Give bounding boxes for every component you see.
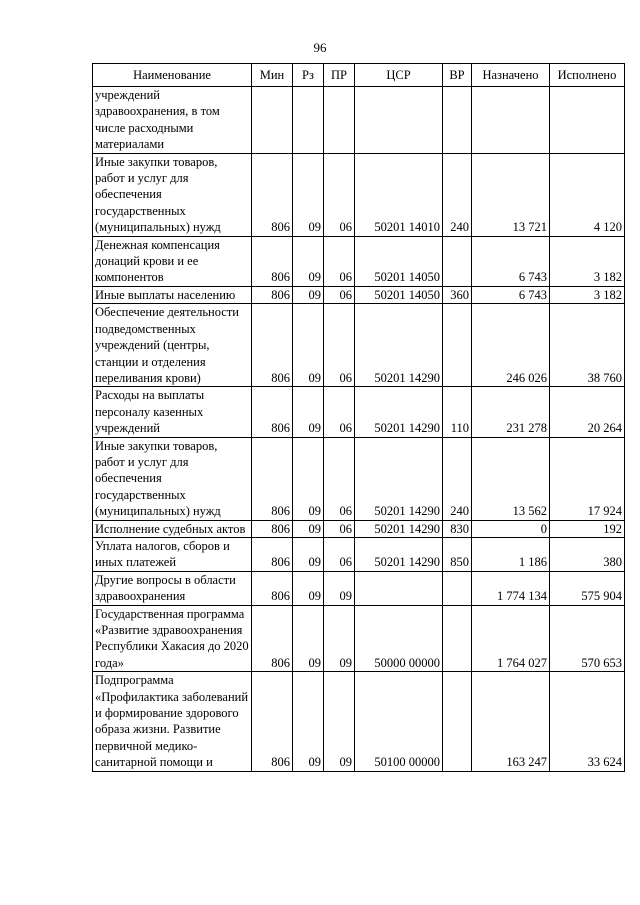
cell-min: 806 (252, 387, 293, 437)
cell-vr (443, 672, 472, 771)
cell-csr: 50100 00000 (355, 672, 443, 771)
cell-name: Иные выплаты населению (93, 286, 252, 303)
cell-name: Исполнение судебных актов (93, 520, 252, 537)
cell-assigned: 13 562 (472, 437, 550, 520)
cell-pr: 06 (324, 286, 355, 303)
cell-pr: 09 (324, 571, 355, 605)
cell-assigned: 13 721 (472, 153, 550, 236)
cell-vr (443, 571, 472, 605)
cell-pr: 06 (324, 304, 355, 387)
cell-assigned: 1 774 134 (472, 571, 550, 605)
cell-assigned: 1 764 027 (472, 605, 550, 672)
cell-rz: 09 (293, 437, 324, 520)
cell-min: 806 (252, 672, 293, 771)
cell-pr: 09 (324, 672, 355, 771)
cell-assigned: 6 743 (472, 286, 550, 303)
cell-pr: 06 (324, 520, 355, 537)
header-min: Мин (252, 64, 293, 87)
cell-vr: 110 (443, 387, 472, 437)
cell-executed: 575 904 (550, 571, 625, 605)
table-row (93, 571, 625, 605)
cell-executed: 4 120 (550, 153, 625, 236)
cell-executed: 3 182 (550, 236, 625, 286)
cell-csr: 50201 14050 (355, 286, 443, 303)
cell-pr: 09 (324, 605, 355, 672)
cell-rz: 09 (293, 304, 324, 387)
header-row (93, 64, 625, 87)
header-executed: Исполнено (550, 64, 625, 87)
cell-vr: 830 (443, 520, 472, 537)
cell-csr: 50201 14290 (355, 387, 443, 437)
cell-assigned: 231 278 (472, 387, 550, 437)
header-rz: Рз (293, 64, 324, 87)
table-row (93, 87, 625, 154)
table-row (93, 672, 625, 771)
cell-rz: 09 (293, 571, 324, 605)
cell-assigned: 246 026 (472, 304, 550, 387)
cell-executed: 192 (550, 520, 625, 537)
budget-table (92, 63, 625, 772)
cell-executed: 3 182 (550, 286, 625, 303)
cell-vr: 240 (443, 437, 472, 520)
cell-name: Другие вопросы в области здравоохранения (93, 571, 252, 605)
cell-csr: 50201 14010 (355, 153, 443, 236)
table-row (93, 286, 625, 303)
header-assigned: Назначено (472, 64, 550, 87)
cell-csr: 50201 14050 (355, 236, 443, 286)
cell-min: 806 (252, 520, 293, 537)
cell-rz: 09 (293, 153, 324, 236)
cell-vr (443, 605, 472, 672)
cell-executed: 570 653 (550, 605, 625, 672)
cell-executed: 33 624 (550, 672, 625, 771)
cell-executed: 17 924 (550, 437, 625, 520)
cell-min: 806 (252, 537, 293, 571)
cell-executed: 20 264 (550, 387, 625, 437)
cell-name: Подпрограмма «Профилактика заболеваний и формирование здорового образа жизни. Развитие первичной медико-санитарной помощи и (93, 672, 252, 771)
cell-assigned: 163 247 (472, 672, 550, 771)
cell-vr: 240 (443, 153, 472, 236)
cell-assigned: 0 (472, 520, 550, 537)
cell-csr: 50201 14290 (355, 437, 443, 520)
cell-pr: 06 (324, 437, 355, 520)
cell-rz: 09 (293, 537, 324, 571)
cell-min: 806 (252, 571, 293, 605)
cell-csr: 50201 14290 (355, 537, 443, 571)
cell-rz: 09 (293, 286, 324, 303)
header-vr: ВР (443, 64, 472, 87)
cell-assigned: 1 186 (472, 537, 550, 571)
cell-vr (443, 304, 472, 387)
cell-name: Денежная компенсация донаций крови и ее компонентов (93, 236, 252, 286)
table-row (93, 537, 625, 571)
table-row (93, 153, 625, 236)
header-name: Наименование (93, 64, 252, 87)
cell-name: Государственная программа «Развитие здравоохранения Республики Хакасия до 2020 года» (93, 605, 252, 672)
cell-rz: 09 (293, 605, 324, 672)
cell-csr: 50201 14290 (355, 520, 443, 537)
cell-name: Иные закупки товаров, работ и услуг для обеспечения государственных (муниципальных) нужд (93, 153, 252, 236)
table-row (93, 387, 625, 437)
cell-vr: 360 (443, 286, 472, 303)
cell-pr (324, 87, 355, 154)
cell-min: 806 (252, 304, 293, 387)
cell-vr (443, 236, 472, 286)
cell-vr: 850 (443, 537, 472, 571)
cell-min: 806 (252, 286, 293, 303)
cell-name: Расходы на выплаты персоналу казенных учреждений (93, 387, 252, 437)
cell-csr (355, 571, 443, 605)
cell-executed (550, 87, 625, 154)
table-row (93, 236, 625, 286)
table-row (93, 605, 625, 672)
cell-rz: 09 (293, 672, 324, 771)
cell-executed: 38 760 (550, 304, 625, 387)
page-number: 96 (313, 40, 327, 55)
cell-pr: 06 (324, 387, 355, 437)
cell-csr: 50000 00000 (355, 605, 443, 672)
cell-pr: 06 (324, 236, 355, 286)
cell-assigned: 6 743 (472, 236, 550, 286)
cell-min: 806 (252, 236, 293, 286)
cell-min: 806 (252, 153, 293, 236)
cell-name: учреждений здравоохранения, в том числе расходными материалами (93, 87, 252, 154)
cell-rz: 09 (293, 387, 324, 437)
cell-rz (293, 87, 324, 154)
cell-min: 806 (252, 437, 293, 520)
cell-name: Уплата налогов, сборов и иных платежей (93, 537, 252, 571)
cell-assigned (472, 87, 550, 154)
cell-pr: 06 (324, 537, 355, 571)
cell-min (252, 87, 293, 154)
header-pr: ПР (324, 64, 355, 87)
cell-executed: 380 (550, 537, 625, 571)
cell-csr: 50201 14290 (355, 304, 443, 387)
cell-rz: 09 (293, 520, 324, 537)
cell-rz: 09 (293, 236, 324, 286)
cell-csr (355, 87, 443, 154)
cell-name: Обеспечение деятельности подведомственных учреждений (центры, станции и отделения переливания крови) (93, 304, 252, 387)
cell-vr (443, 87, 472, 154)
header-csr: ЦСР (355, 64, 443, 87)
cell-name: Иные закупки товаров, работ и услуг для обеспечения государственных (муниципальных) нужд (93, 437, 252, 520)
table-row (93, 520, 625, 537)
cell-min: 806 (252, 605, 293, 672)
table-row (93, 304, 625, 387)
table-row (93, 437, 625, 520)
cell-pr: 06 (324, 153, 355, 236)
